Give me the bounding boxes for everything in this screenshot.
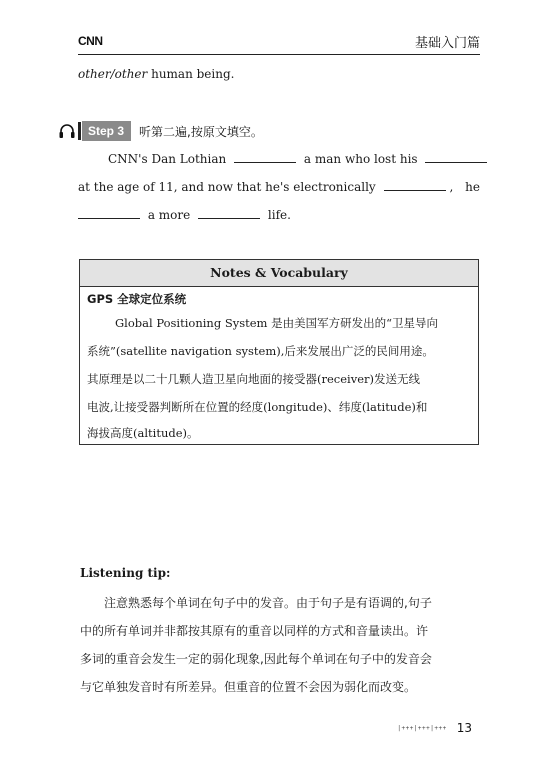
section-title: 基础入门篇: [414, 36, 480, 51]
answer-blank[interactable]: [425, 150, 487, 163]
notes-line: [87, 315, 473, 331]
notes-line: [87, 371, 473, 387]
step-instruction: 听第二遍,按原文填空。: [139, 124, 263, 139]
exercise-line-2: [78, 178, 480, 196]
tip-line: 中的所有单词并非都按其原有的重音以同样的方式和音量读出。许: [80, 624, 429, 638]
step-badge: Step 3: [82, 121, 131, 141]
exercise-text: a more: [147, 208, 191, 222]
footer-decoration: |+++|+++|+++: [397, 724, 447, 732]
running-header: [78, 30, 480, 55]
notes-line: [87, 425, 473, 441]
answer-blank[interactable]: [198, 206, 260, 219]
listening-tip-title: Listening tip:: [80, 566, 171, 580]
page-number: 13: [456, 721, 472, 735]
step-marker-bar: [78, 122, 81, 140]
intro-italic: other/other: [78, 67, 148, 81]
tip-line: 与它单独发音时有所差异。但重音的位置不会因为弱化而改变。: [80, 680, 417, 694]
notes-line-text: 海拔高度(altitude)。: [87, 426, 199, 440]
notes-line: [87, 343, 473, 359]
exercise-segment: [78, 178, 453, 196]
tip-line: 注意熟悉每个单词在句子中的发音。由于句子是有语调的,句子: [104, 596, 432, 610]
answer-blank[interactable]: [78, 206, 140, 219]
exercise-line-3: [78, 206, 480, 224]
exercise-text: at the age of 11, and now that he's electronically: [78, 180, 376, 194]
answer-blank[interactable]: [384, 178, 446, 191]
exercise-line-1: [78, 150, 480, 168]
notes-line-text: 系统”(satellite navigation system),后来发展出广泛的民间用途。: [87, 344, 434, 358]
page-footer: [397, 721, 472, 735]
exercise-text: ,: [449, 180, 454, 194]
notes-line: [87, 399, 473, 415]
exercise-text: a man who lost his: [303, 152, 418, 166]
answer-blank[interactable]: [234, 150, 296, 163]
notes-term: GPS 全球定位系统: [87, 292, 187, 306]
notes-line-text: Global Positioning System 是由美国军方研发出的“卫星导向: [115, 316, 438, 330]
exercise-text: life.: [267, 208, 291, 222]
exercise-text: CNN's Dan Lothian: [108, 152, 227, 166]
intro-line: [78, 65, 480, 83]
headphones-icon: [58, 123, 76, 139]
notes-vocabulary-box: [79, 259, 479, 445]
exercise-text: he: [465, 180, 480, 194]
intro-rest: human being.: [147, 67, 235, 81]
notes-line-text: 电波,让接受器判断所在位置的经度(longitude)、纬度(latitude)和: [87, 400, 428, 414]
tip-line: 多词的重音会发生一定的弱化现象,因此每个单词在句子中的发音会: [80, 652, 432, 666]
step-heading: [58, 120, 263, 142]
notes-line-text: 其原理是以二十几颗人造卫星向地面的接受器(receiver)发送无线: [87, 372, 420, 386]
notes-title: Notes & Vocabulary: [80, 260, 478, 287]
cnn-logo: CNN: [78, 34, 103, 48]
